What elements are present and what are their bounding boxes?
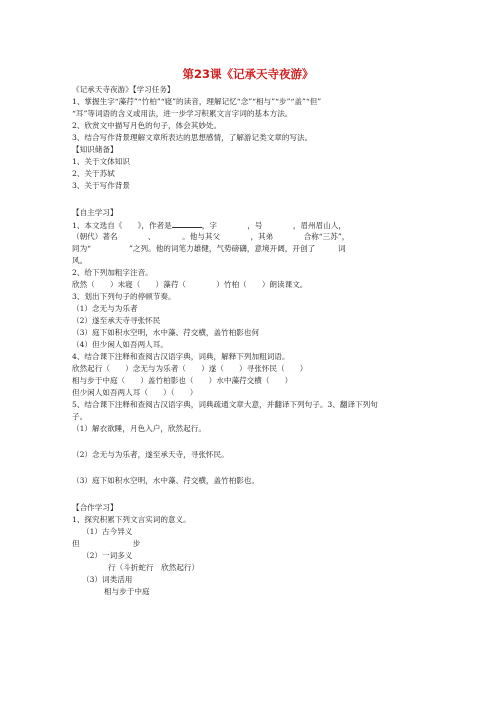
- task-3: 3、结合写作背景理解文章所表达的思想感情，了解游记类文章的写法。: [72, 133, 313, 142]
- pause-sentence-3: （3）庭下如积水空明，水中藻、荇交横，盖竹柏影也何: [72, 328, 260, 337]
- pause-sentence-4: （4）但少闲人如吾两人耳。: [72, 340, 168, 349]
- task-1-line-2: “耳”等词语的含义或用法，进一步学习积累文言字词的基本方法。: [72, 109, 293, 118]
- self-study-4: 4、结合课下注释和查阅古汉语字典，词典，解释下列加粗词语。: [72, 352, 290, 361]
- word-explain-row-1: 欣然起行（ ）念无与为乐者（ ）遂（ ）寻张怀民（ ）: [72, 364, 308, 373]
- self-study-1-part-a: 1、本文选自《 》，作者是: [72, 221, 172, 230]
- lesson-title: 第23课《记承天寺夜游》: [182, 67, 314, 81]
- self-study-1-line-1: [72, 220, 346, 231]
- polysemy-item: 行（斗折蛇行 欣然起行）: [108, 563, 200, 572]
- section-knowledge-heading: 【知识储备】: [72, 145, 118, 154]
- polysemy-heading: （2）一词多义: [82, 551, 133, 560]
- self-study-5-line-2: 子。: [72, 412, 88, 421]
- ancient-modern-heading: （1）古今异义: [82, 527, 133, 536]
- translate-sentence-1: （1）解衣欲睡，月色入户，欣然起行。: [72, 424, 206, 433]
- word-class-item: 相与步于中庭: [104, 587, 150, 596]
- task-2: 2、欣赏文中描写月色的句子，体会其妙处。: [72, 121, 222, 130]
- section-cooperation-heading: 【合作学习】: [72, 503, 118, 512]
- translate-sentence-3: （3）庭下如积水空明，水中藻、荇交横，盖竹柏影也。: [72, 476, 260, 485]
- section-self-study-heading: 【自主学习】: [72, 208, 118, 217]
- word-explain-row-3: 但少闲人如吾两人耳（ ）（ ）: [72, 388, 198, 397]
- word-explain-row-2: 相与步于中庭（ ）盖竹柏影也（ ）水中藻荇交横（ ）: [72, 376, 293, 385]
- self-study-1-line-3: 同为“ ”之列。他的词笔力雄健，气势磅礴，意境开阔，开创了 词: [72, 244, 346, 253]
- self-study-2-items: 欣然（ ）未寝（ ）藻荇（ ）竹柏（ ）朗读课文。: [72, 280, 308, 289]
- ancient-modern-words: 但 步: [72, 539, 141, 548]
- section-task-heading: 《记承天寺夜游》【学习任务】: [72, 85, 175, 94]
- self-study-1-line-2: （朝代）著名 、 。他与其父 ，其弟 合称“三苏”，: [72, 232, 350, 241]
- word-class-heading: （3）词类活用: [82, 575, 133, 584]
- translate-sentence-2: （2）念无与为乐者，遂至承天寺，寻张怀民。: [72, 450, 229, 459]
- self-study-3: 3、划出下列句子的停顿节奏。: [72, 292, 176, 301]
- self-study-2: 2、给下列加粗字注音。: [72, 268, 153, 277]
- self-study-1-line-4: 风。: [72, 256, 88, 265]
- pause-sentence-1: （1）念无与为乐者: [72, 304, 138, 313]
- task-1-line-1: 1、掌握生字“藻荇”“竹柏”“寝”的读音，理解记忆“念”“相与”“步”“盖”“但”: [72, 97, 322, 106]
- pause-sentence-2: （2）遂至承天寺寻张怀民: [72, 316, 161, 325]
- knowledge-1: 1、关于文体知识: [72, 157, 130, 166]
- knowledge-2: 2、关于苏轼: [72, 169, 115, 178]
- self-study-5-line-1: 5、结合课下注释和查阅古汉语字典，词典疏通文章大意，并翻译下列句子。3、翻译下列句: [72, 400, 378, 409]
- self-study-1-part-b: ，字 ，号 ，眉州眉山人，: [201, 221, 347, 230]
- author-blank: [172, 220, 202, 228]
- cooperation-1: 1、探究积累下列文言实词的意义。: [72, 515, 191, 524]
- knowledge-3: 3、关于写作背景: [72, 181, 130, 190]
